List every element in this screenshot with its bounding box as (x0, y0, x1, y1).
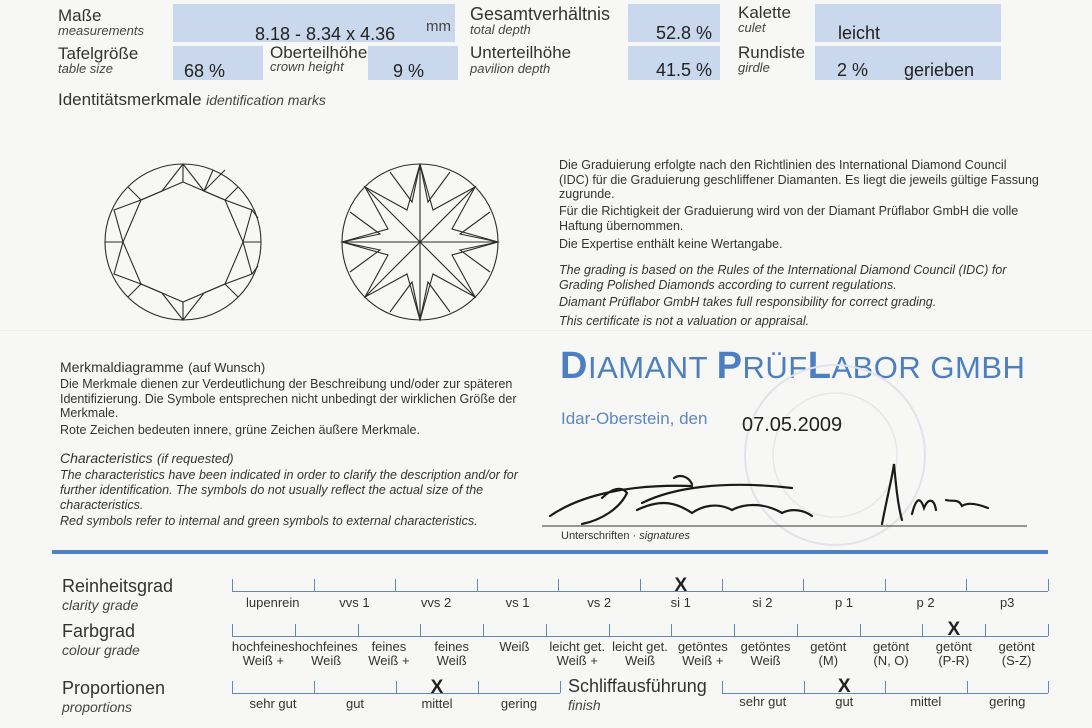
total-depth-label-en: total depth (470, 22, 531, 37)
clarity-grade-label: si 1 (670, 595, 691, 610)
colour-grade-label-line: Weiß (311, 653, 342, 668)
signatures-label-de: Unterschriften (561, 530, 630, 542)
measurements-value: 8.18 - 8.34 x 4.36 (255, 24, 396, 44)
pavilion-view-diagram (338, 162, 504, 322)
colour-grade-label (873, 640, 909, 668)
clarity-grade-label: vs 2 (587, 595, 612, 610)
brand-l: L (807, 345, 832, 387)
diagram-title-en-note: (if requested) (157, 451, 234, 466)
signature-image (542, 458, 1032, 533)
section-divider (52, 550, 1048, 554)
diagram-title-de-note: (auf Wunsch) (188, 360, 266, 375)
colour-grade-label-line: Weiß + (682, 653, 724, 668)
girdle-label-en: girdle (738, 60, 770, 75)
colour-scale-tick (922, 624, 923, 636)
proportions-grade-label: gut (345, 696, 365, 711)
colour-grade-label-line: leicht get. (612, 639, 668, 654)
colour-scale-tick (671, 624, 672, 636)
brand-abor: ABOR (831, 350, 922, 385)
colour-grade-label-line: Weiß + (368, 653, 410, 668)
colour-grade-label-line: feines (434, 639, 470, 654)
finish-scale-tick (967, 681, 968, 693)
culet-label-de: Kalette (738, 3, 791, 22)
colour-grade-label (549, 640, 605, 668)
finish-title (568, 676, 707, 713)
colour-scale-tick (985, 624, 986, 636)
colour-grade-label (936, 640, 972, 668)
colour-scale-tick (546, 624, 547, 636)
colour-grade-label-line: leicht get. (549, 639, 606, 654)
colour-grade-label-line: getönt (935, 639, 972, 654)
finish-grade-label: mittel (910, 694, 942, 709)
colour-grade-label-line: (S-Z) (1001, 653, 1032, 668)
colour-grade-label-line: Weiß + (556, 653, 598, 668)
colour-grade-label (612, 640, 668, 668)
colour-grade-label-line: Weiß (750, 653, 781, 668)
colour-grade-label-line: (M) (818, 653, 839, 668)
colour-scale-tick (483, 624, 484, 636)
colour-scale-line (232, 636, 1048, 637)
measurements-unit: mm (426, 18, 451, 35)
clarity-selected-mark: X (674, 575, 688, 596)
finish-grade-label: sehr gut (739, 694, 787, 709)
colour-grade-label-line: getönt (872, 639, 910, 654)
colour-scale-tick (358, 624, 359, 636)
total-depth-label-de: Gesamtverhältnis (470, 4, 611, 24)
finish-scale-tick (722, 681, 723, 693)
proportions-scale-tick (396, 681, 397, 693)
proportions-scale-tick (232, 681, 233, 693)
colour-scale-tick (797, 624, 798, 636)
proportions-scale-tick (478, 681, 479, 693)
finish-label-en: finish (568, 697, 601, 713)
finish-scale-tick (885, 681, 886, 693)
pavilion-label-en: pavilion depth (470, 61, 551, 76)
brand-gmbh: GMBH (930, 350, 1026, 385)
colour-grade-label-line: Weiß + (242, 653, 285, 668)
colour-title (62, 621, 140, 658)
colour-grade-label-line: hochfeines (294, 639, 358, 654)
colour-grade-label (232, 640, 295, 668)
colour-scale-tick (734, 624, 735, 636)
table-label-de: Tafelgröße (58, 44, 139, 63)
colour-grade-label (499, 640, 529, 654)
proportions-label-en: proportions (62, 699, 133, 715)
colour-grade-label (295, 640, 358, 668)
clarity-title (62, 576, 173, 613)
colour-grade-label (434, 640, 469, 668)
measurements-label-de: Maße (58, 6, 102, 25)
colour-grade-label-line: hochfeines (231, 639, 295, 654)
finish-scale-tick (804, 681, 805, 693)
crown-label-de: Oberteilhöhe (270, 43, 368, 62)
colour-grade-label-line: (P-R) (938, 653, 970, 668)
diagram-title-en (60, 450, 234, 468)
place-label: Idar-Oberstein, den (561, 409, 708, 428)
grading-text-en-1: The grading is based on the Rules of the International Diamond Council (IDC) for Grading Polished Diamonds according to current regulations. (559, 263, 1007, 292)
pavilion-label-de: Unterteilhöhe (470, 43, 572, 62)
clarity-scale-line (232, 591, 1048, 592)
proportions-selected-mark: X (430, 677, 444, 698)
colour-scale-tick (420, 624, 421, 636)
clarity-grade-label: vvs 2 (420, 595, 452, 610)
colour-grade-label (678, 640, 728, 668)
clarity-grade-label: p 2 (916, 595, 935, 610)
diagram-title-en-text: Characteristics (60, 450, 153, 466)
colour-grade-label-line: Weiß (436, 653, 467, 668)
clarity-scale-tick (477, 579, 478, 591)
colour-grade-label-line: Weiß (499, 639, 530, 654)
grading-text-en-3: This certificate is not a valuation or appraisal. (559, 314, 810, 328)
crown-label-en: crown height (270, 59, 344, 74)
diagram-title-de (60, 359, 265, 377)
diagram-title-de-text: Merkmaldiagramme (60, 359, 184, 375)
paper-fold (0, 330, 1092, 332)
identification-label-de: Identitätsmerkmale (58, 90, 202, 109)
clarity-scale-tick (558, 579, 559, 591)
signatures-sep: · (629, 530, 640, 542)
clarity-scale-tick (232, 579, 233, 591)
colour-label-de: Farbgrad (62, 621, 136, 641)
clarity-label-en: clarity grade (62, 597, 139, 613)
clarity-scale-tick (395, 579, 396, 591)
table-value: 68 % (184, 61, 226, 81)
colour-grade-label-line: Weiß (624, 653, 656, 668)
proportions-scale-line (232, 693, 560, 694)
identification-title (58, 90, 326, 110)
colour-grade-label-line: getönt (810, 639, 847, 654)
girdle-value-2: gerieben (904, 60, 975, 80)
proportions-title (62, 678, 165, 715)
culet-label-en: culet (738, 20, 766, 35)
finish-grade-label: gering (989, 694, 1026, 709)
diagram-text-en-2: Red symbols refer to internal and green symbols to external characteristics. (60, 514, 478, 528)
signatures-label (561, 530, 690, 542)
colour-grade-label-line: (N, O) (873, 653, 909, 668)
clarity-scale-tick (640, 579, 641, 591)
total-depth-value: 52.8 % (656, 23, 713, 43)
identification-label-en: identification marks (206, 92, 326, 108)
clarity-grade-label: vvs 1 (339, 595, 370, 610)
girdle-label-de: Rundiste (738, 43, 806, 62)
proportions-grade-label: sehr gut (249, 696, 297, 711)
colour-grade-label-line: getöntes (740, 639, 791, 654)
finish-grade-label: gut (835, 694, 854, 709)
grading-text-en-2: Diamant Prüflabor GmbH takes full responsibility for correct grading. (559, 295, 937, 309)
clarity-scale-tick (722, 579, 723, 591)
clarity-grade-label: lupenrein (246, 595, 300, 610)
proportions-grade-label: gering (500, 696, 538, 711)
table-label-en: table size (58, 61, 113, 76)
grading-text-de-2: Für die Richtigkeit der Graduierung wird von der Diamant Prüflabor GmbH die volle Haftung übernommen. (559, 204, 1019, 233)
colour-scale-tick (295, 624, 296, 636)
clarity-grade-label: vs 1 (505, 595, 530, 610)
colour-grade-label-line: getöntes (677, 639, 728, 654)
girdle-value: 2 % (837, 60, 869, 80)
clarity-scale-tick (314, 579, 315, 591)
brand-d: D (560, 345, 588, 387)
crown-value: 9 % (393, 61, 425, 81)
brand-p: P (716, 345, 743, 387)
grading-text-de-1: Die Graduierung erfolgte nach den Richtlinien des International Diamond Council (IDC) für die Graduierung geschliffener Diamanten. Es liegt die jeweils gültige Fassung zugrunde. (559, 158, 1039, 201)
brand-iamant: IAMANT (587, 350, 708, 385)
clarity-label-de: Reinheitsgrad (62, 576, 174, 596)
diagram-text-de-2: Rote Zeichen bedeuten innere, grüne Zeichen äußere Merkmale. (60, 423, 420, 437)
diagram-text-en-1: The characteristics have been indicated in order to clarify the description and/or for further identification. The symbols do not usually reflect the actual size of the characteristics. (60, 468, 518, 512)
colour-scale-tick (232, 624, 233, 636)
colour-scale-tick (1048, 624, 1049, 636)
finish-selected-mark: X (837, 676, 851, 697)
clarity-scale-tick (803, 579, 804, 591)
finish-scale-tick (1048, 681, 1049, 693)
colour-grade-label (999, 640, 1035, 668)
colour-grade-label (741, 640, 791, 668)
colour-scale-tick (860, 624, 861, 636)
clarity-scale-tick (966, 579, 967, 591)
proportions-grade-label: mittel (421, 696, 453, 711)
grading-text-de-3: Die Expertise enthält keine Wertangabe. (559, 237, 783, 251)
clarity-grade-label: p3 (999, 595, 1015, 610)
pavilion-value: 41.5 % (656, 60, 713, 80)
proportions-scale-tick (560, 681, 561, 693)
clarity-grade-label: si 2 (752, 595, 773, 610)
diagram-text-de-1: Die Merkmale dienen zur Verdeutlichung der Beschreibung und/oder zur späteren Identifizierung. Die Symbole entsprechen nicht unbedingt der wirklichen Größe der Merkmale. (60, 377, 517, 420)
proportions-scale-tick (314, 681, 315, 693)
finish-label-de: Schliffausführung (568, 676, 707, 696)
crown-view-diagram (100, 162, 268, 322)
brand-ruef: RÜF (742, 350, 808, 385)
clarity-scale-tick (1048, 579, 1049, 591)
colour-grade-label (368, 640, 409, 668)
colour-grade-label-line: getönt (998, 639, 1035, 654)
clarity-grade-label: p 1 (834, 595, 854, 610)
colour-label-en: colour grade (62, 642, 140, 658)
measurements-label-en: measurements (58, 23, 144, 38)
signatures-label-en: signatures (639, 530, 691, 542)
colour-grade-label (810, 640, 846, 668)
issue-date: 07.05.2009 (742, 414, 843, 436)
proportions-label-de: Proportionen (62, 678, 166, 698)
clarity-scale-tick (885, 579, 886, 591)
colour-scale-tick (609, 624, 610, 636)
culet-value: leicht (838, 23, 881, 43)
colour-selected-mark: X (947, 619, 961, 640)
colour-grade-label-line: feines (371, 639, 407, 654)
